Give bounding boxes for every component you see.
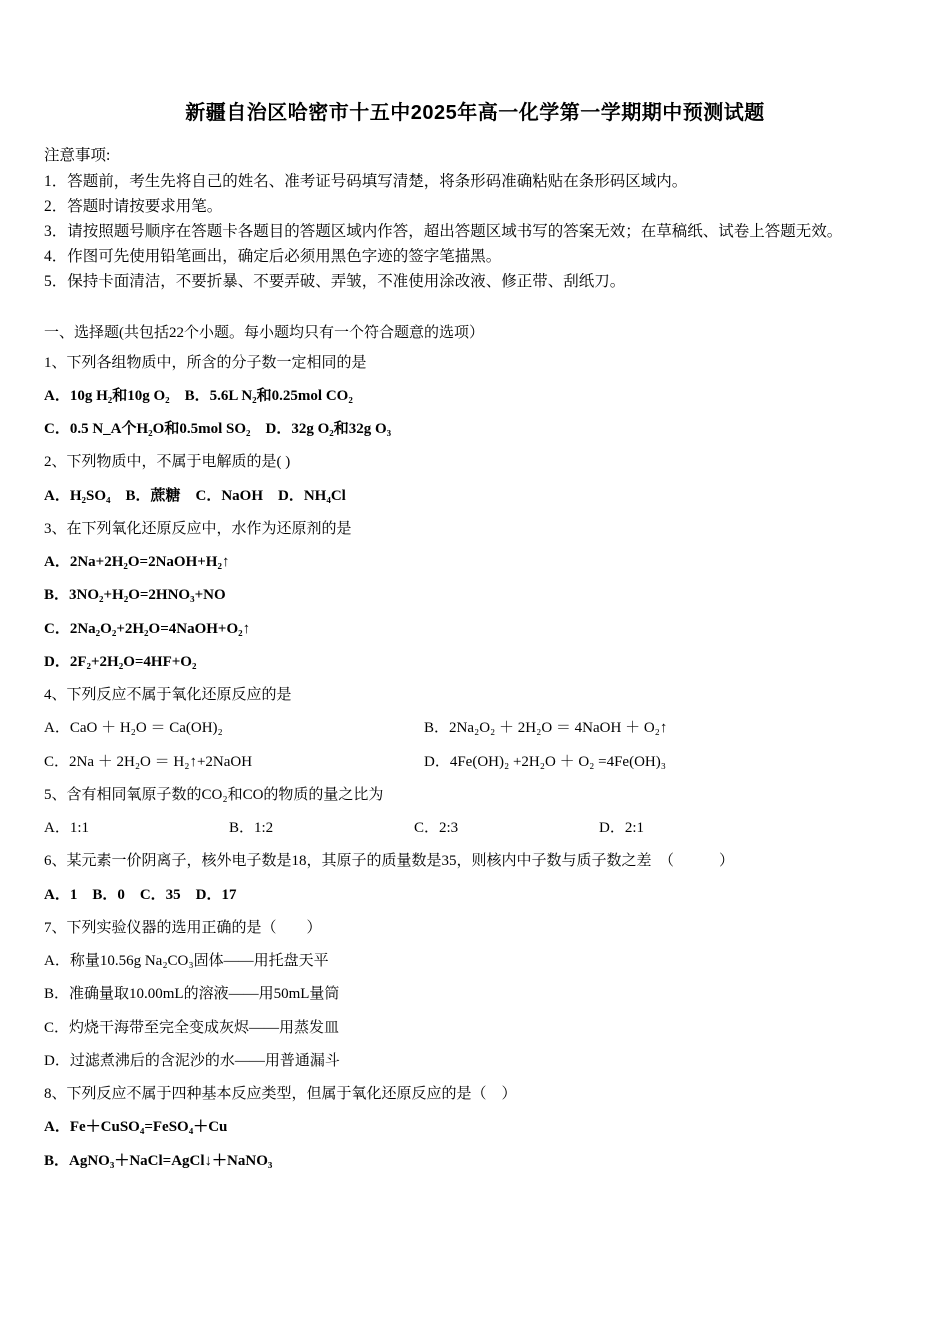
question-stem <box>44 684 906 707</box>
question-number: 7、 <box>44 919 67 936</box>
question-stem <box>44 784 906 807</box>
question-number: 6、 <box>44 853 67 870</box>
notice-item: 3．请按照题号顺序在答题卡各题目的答题区域内作答，超出答题区域书写的答案无效；在草稿纸、试卷上答题无效。 <box>44 223 843 241</box>
question-text: 下列物质中，不属于电解质的是( ) <box>66 454 291 471</box>
question-3 <box>44 518 906 674</box>
question-text: 下列实验仪器的选用正确的是（ ） <box>66 919 322 936</box>
notice-item: 4．作图可先使用铅笔画出，确定后必须用黑色字迹的签字笔描黑。 <box>44 248 502 266</box>
option-line: A．Fe＋CuSO₄=FeSO₄＋Cu <box>44 1119 228 1136</box>
option-line: A．CaO ＋ H₂O ＝ Ca(OH)₂ <box>44 720 223 737</box>
question-stem <box>44 352 906 375</box>
question-4 <box>44 684 906 774</box>
option-line: B．2Na₂O₂ ＋ 2H₂O ＝ 4NaOH ＋ O₂↑ <box>424 720 668 737</box>
option-line: C．0.5 N_A个H₂O和0.5mol SO₂ D．32g O₂和32g O₃ <box>44 421 392 438</box>
option-row <box>44 751 906 774</box>
question-number: 3、 <box>44 520 67 537</box>
notice-item: 2．答题时请按要求用笔。 <box>44 198 223 216</box>
option-line: B．准确量取10.00mL的溶液——用50mL量筒 <box>44 986 340 1003</box>
question-2 <box>44 451 906 508</box>
option-line: D．过滤煮沸后的含泥沙的水——用普通漏斗 <box>44 1052 340 1069</box>
option-line: A．10g H₂和10g O₂ B．5.6L N₂和0.25mol CO₂ <box>44 387 353 404</box>
option-line: A．1:1 <box>44 820 90 837</box>
question-text: 含有相同氧原子数的CO₂和CO的物质的量之比为 <box>66 786 384 803</box>
option-line: B．1:2 <box>229 820 274 837</box>
notice-heading: 注意事项: <box>44 147 111 164</box>
option-line: B．AgNO₃＋NaCl=AgCl↓＋NaNO₃ <box>44 1152 273 1169</box>
question-number: 2、 <box>44 454 67 471</box>
question-text: 下列反应不属于氧化还原反应的是 <box>66 687 292 704</box>
option-row <box>44 717 906 740</box>
question-number: 1、 <box>44 354 67 371</box>
question-5 <box>44 784 906 841</box>
option-row <box>44 817 906 840</box>
option-line: A．H₂SO₄ B．蔗糖 C．NaOH D．NH₄Cl <box>44 487 346 504</box>
notice-item: 1．答题前，考生先将自己的姓名、准考证号码填写清楚，将条形码准确粘贴在条形码区域内。 <box>44 173 688 190</box>
page-title: 新疆自治区哈密市十五中2025年高一化学第一学期期中预测试题 <box>185 102 765 124</box>
question-number: 4、 <box>44 687 67 704</box>
question-text: 下列各组物质中，所含的分子数一定相同的是 <box>66 354 367 371</box>
question-text: 在下列氧化还原反应中，水作为还原剂的是 <box>66 520 352 537</box>
option-line: B．3NO₂+H₂O=2HNO₃+NO <box>44 587 226 604</box>
notice-item: 5．保持卡面清洁，不要折暴、不要弄破、弄皱，不准使用涂改液、修正带、刮纸刀。 <box>44 273 626 291</box>
option-line: C．2Na ＋ 2H₂O ＝ H₂↑+2NaOH <box>44 753 253 770</box>
option-line: D．4Fe(OH)₂ +2H₂O ＋ O₂ =4Fe(OH)₃ <box>424 753 666 770</box>
question-6 <box>44 850 906 907</box>
option-line: A．1 B．0 C．35 D．17 <box>44 886 237 903</box>
option-line: C．2Na₂O₂+2H₂O=4NaOH+O₂↑ <box>44 620 251 637</box>
option-line: C．灼烧干海带至完全变成灰烬——用蒸发皿 <box>44 1019 340 1036</box>
question-stem <box>44 518 906 541</box>
notice-list <box>44 169 906 295</box>
section-heading: 一、选择题(共包括22个小题。每小题均只有一个符合题意的选项） <box>44 324 484 341</box>
option-line: C．2:3 <box>414 820 459 837</box>
question-stem <box>44 917 906 940</box>
option-line: A．2Na+2H₂O=2NaOH+H₂↑ <box>44 554 230 571</box>
question-stem <box>44 850 906 873</box>
question-text: 某元素一价阴离子，核外电子数是18，其原子的质量数是35，则核内中子数与质子数之差 （ ） <box>66 853 735 870</box>
option-line: D．2F₂+2H₂O=4HF+O₂ <box>44 653 197 670</box>
question-stem <box>44 451 906 474</box>
question-7 <box>44 917 906 1073</box>
question-1 <box>44 352 906 442</box>
option-line: D．2:1 <box>599 820 645 837</box>
question-number: 8、 <box>44 1086 67 1103</box>
question-number: 5、 <box>44 786 67 803</box>
question-stem <box>44 1083 906 1106</box>
option-line: A．称量10.56g Na₂CO₃固体——用托盘天平 <box>44 953 329 970</box>
question-text: 下列反应不属于四种基本反应类型，但属于氧化还原反应的是（ ） <box>66 1086 517 1103</box>
question-8 <box>44 1083 906 1173</box>
